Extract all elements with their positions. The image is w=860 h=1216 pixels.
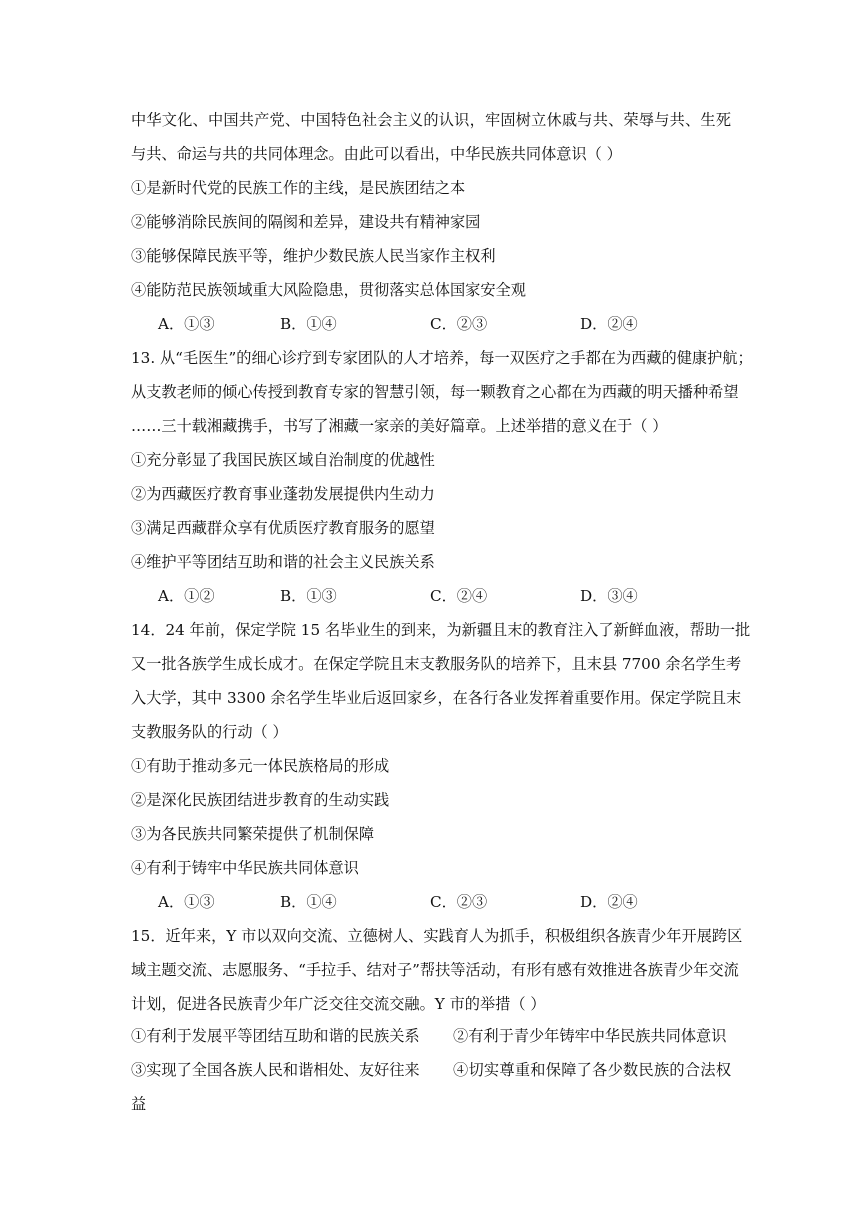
question-14-statement-1: ①有助于推动多元一体民族格局的形成 [131,757,390,775]
question-13-option-c[interactable]: C．②④ [430,587,488,605]
question-12-statement-3: ③能够保障民族平等，维护少数民族人民当家作主权利 [131,247,496,265]
question-14-option-b[interactable]: B．①④ [280,893,337,911]
question-13-stem-line: 从支教老师的倾心传授到教育专家的智慧引领，每一颗教育之心都在为西藏的明天播种希望 [131,383,739,401]
question-13-statement-3: ③满足西藏群众享有优质医疗教育服务的愿望 [131,519,435,537]
question-13-option-b[interactable]: B．①③ [280,587,337,605]
question-12-stem-line: 与共、命运与共的共同体理念。由此可以看出，中华民族共同体意识（ ） [131,145,622,163]
question-13-stem-line: 13. 从“毛医生”的细心诊疗到专家团队的人才培养，每一双医疗之手都在为西藏的健康护航； [131,349,753,367]
question-12-option-d[interactable]: D．②④ [580,315,638,333]
question-13-stem-line: ……三十载湘藏携手，书写了湘藏一家亲的美好篇章。上述举措的意义在于（ ） [131,417,668,435]
question-15-statement-4: ④切实尊重和保障了各少数民族的合法权 [453,1061,731,1079]
question-14-stem-line: 支教服务队的行动（ ） [131,723,288,741]
question-13-option-a[interactable]: A．①② [158,587,215,605]
question-14-statement-2: ②是深化民族团结进步教育的生动实践 [131,791,390,809]
question-14-stem-line: 14．24 年前，保定学院 15 名毕业生的到来，为新疆且末的教育注入了新鲜血液，帮助一批 [131,621,751,639]
question-14-statement-3: ③为各民族共同繁荣提供了机制保障 [131,825,374,843]
question-14-option-d[interactable]: D．②④ [580,893,638,911]
question-14-option-c[interactable]: C．②③ [430,893,488,911]
question-15-statement-3: ③实现了全国各族人民和谐相处、友好往来 [131,1061,420,1079]
question-13-statement-1: ①充分彰显了我国民族区域自治制度的优越性 [131,451,435,469]
question-13-option-d[interactable]: D．③④ [580,587,638,605]
question-15-stem-line: 计划，促进各民族青少年广泛交往交流交融。Y 市的举措（ ） [131,995,546,1013]
question-12-statement-2: ②能够消除民族间的隔阂和差异，建设共有精神家园 [131,213,481,231]
question-12-option-b[interactable]: B．①④ [280,315,337,333]
question-14-stem-line: 又一批各族学生成长成才。在保定学院且末支教服务队的培养下，且末县 7700 余名学生考 [131,655,742,673]
question-15-statement-1: ①有利于发展平等团结互助和谐的民族关系 [131,1027,420,1045]
question-12-stem-line: 中华文化、中国共产党、中国特色社会主义的认识，牢固树立休戚与共、荣辱与共、生死 [131,111,731,129]
question-12-statement-4: ④能防范民族领域重大风险隐患，贯彻落实总体国家安全观 [131,281,526,299]
question-15-stem-line: 域主题交流、志愿服务、“手拉手、结对子”帮扶等活动，有形有感有效推进各族青少年交流 [131,961,739,979]
question-13-statement-2: ②为西藏医疗教育事业蓬勃发展提供内生动力 [131,485,435,503]
question-12-statement-1: ①是新时代党的民族工作的主线，是民族团结之本 [131,179,466,197]
question-14-option-a[interactable]: A．①③ [158,893,215,911]
question-12-option-c[interactable]: C．②③ [430,315,488,333]
question-15-statement-4-continued: 益 [131,1095,147,1113]
question-14-statement-4: ④有利于铸牢中华民族共同体意识 [131,859,359,877]
question-14-stem-line: 入大学，其中 3300 余名学生毕业后返回家乡，在各行各业发挥着重要作用。保定学院且末 [131,689,742,707]
question-13-statement-4: ④维护平等团结互助和谐的社会主义民族关系 [131,553,435,571]
question-12-option-a[interactable]: A．①③ [158,315,215,333]
question-15-stem-line: 15．近年来，Y 市以双向交流、立德树人、实践育人为抓手，积极组织各族青少年开展跨区 [131,927,743,945]
question-15-statement-2: ②有利于青少年铸牢中华民族共同体意识 [453,1027,727,1045]
